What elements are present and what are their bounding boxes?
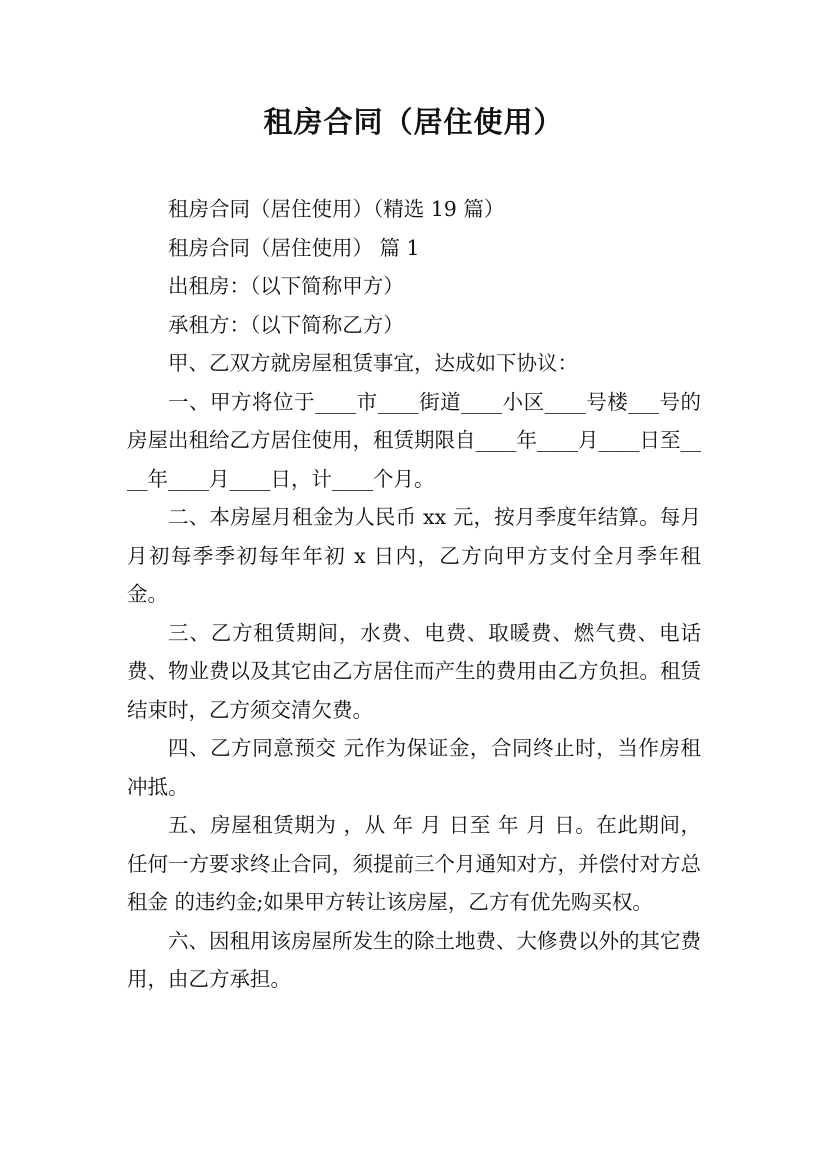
paragraph-clause-3: 三、乙方租赁期间，水费、电费、取暖费、燃气费、电话费、物业费以及其它由乙方居住而产生的费用由乙方负担。租赁结束时，乙方须交清欠费。	[127, 620, 701, 722]
document-title: 租房合同（居住使用）	[263, 105, 564, 139]
paragraph-clause-5: 五、房屋租赁期为 ，从 年 月 日至 年 月 日。在此期间，任何一方要求终止合同，须提前三个月通知对方，并偿付对方总租金 的违约金;如果甲方转让该房屋，乙方有优先购买权。	[127, 813, 701, 914]
paragraph-clause-6: 六、因租用该房屋所发生的除土地费、大修费以外的其它费用，由乙方承担。	[127, 928, 701, 991]
paragraph-collection-title: 租房合同（居住使用）（精选 19 篇）	[168, 197, 505, 221]
paragraph-lessor: 出租房：（以下简称甲方）	[168, 274, 404, 298]
paragraph-clause-1: 一、甲方将位于____市____街道____小区____号楼___号的房屋出租给乙方居住使用，租赁期限自____年____月____日至____年____月____日，计____个月。	[127, 389, 701, 491]
paragraph-agreement-intro: 甲、乙双方就房屋租赁事宜，达成如下协议：	[168, 351, 578, 375]
document-body	[127, 190, 701, 999]
paragraph-clause-2: 二、本房屋月租金为人民币 xx 元，按月季度年结算。每月月初每季季初每年年初 x 日内，乙方向甲方支付全月季年租金。	[127, 505, 701, 606]
paragraph-section-heading: 租房合同（居住使用） 篇 1	[168, 235, 420, 260]
paragraph-lessee: 承租方：（以下简称乙方）	[168, 312, 404, 337]
paragraph-clause-4: 四、乙方同意预交 元作为保证金，合同终止时，当作房租冲抵。	[127, 736, 701, 799]
